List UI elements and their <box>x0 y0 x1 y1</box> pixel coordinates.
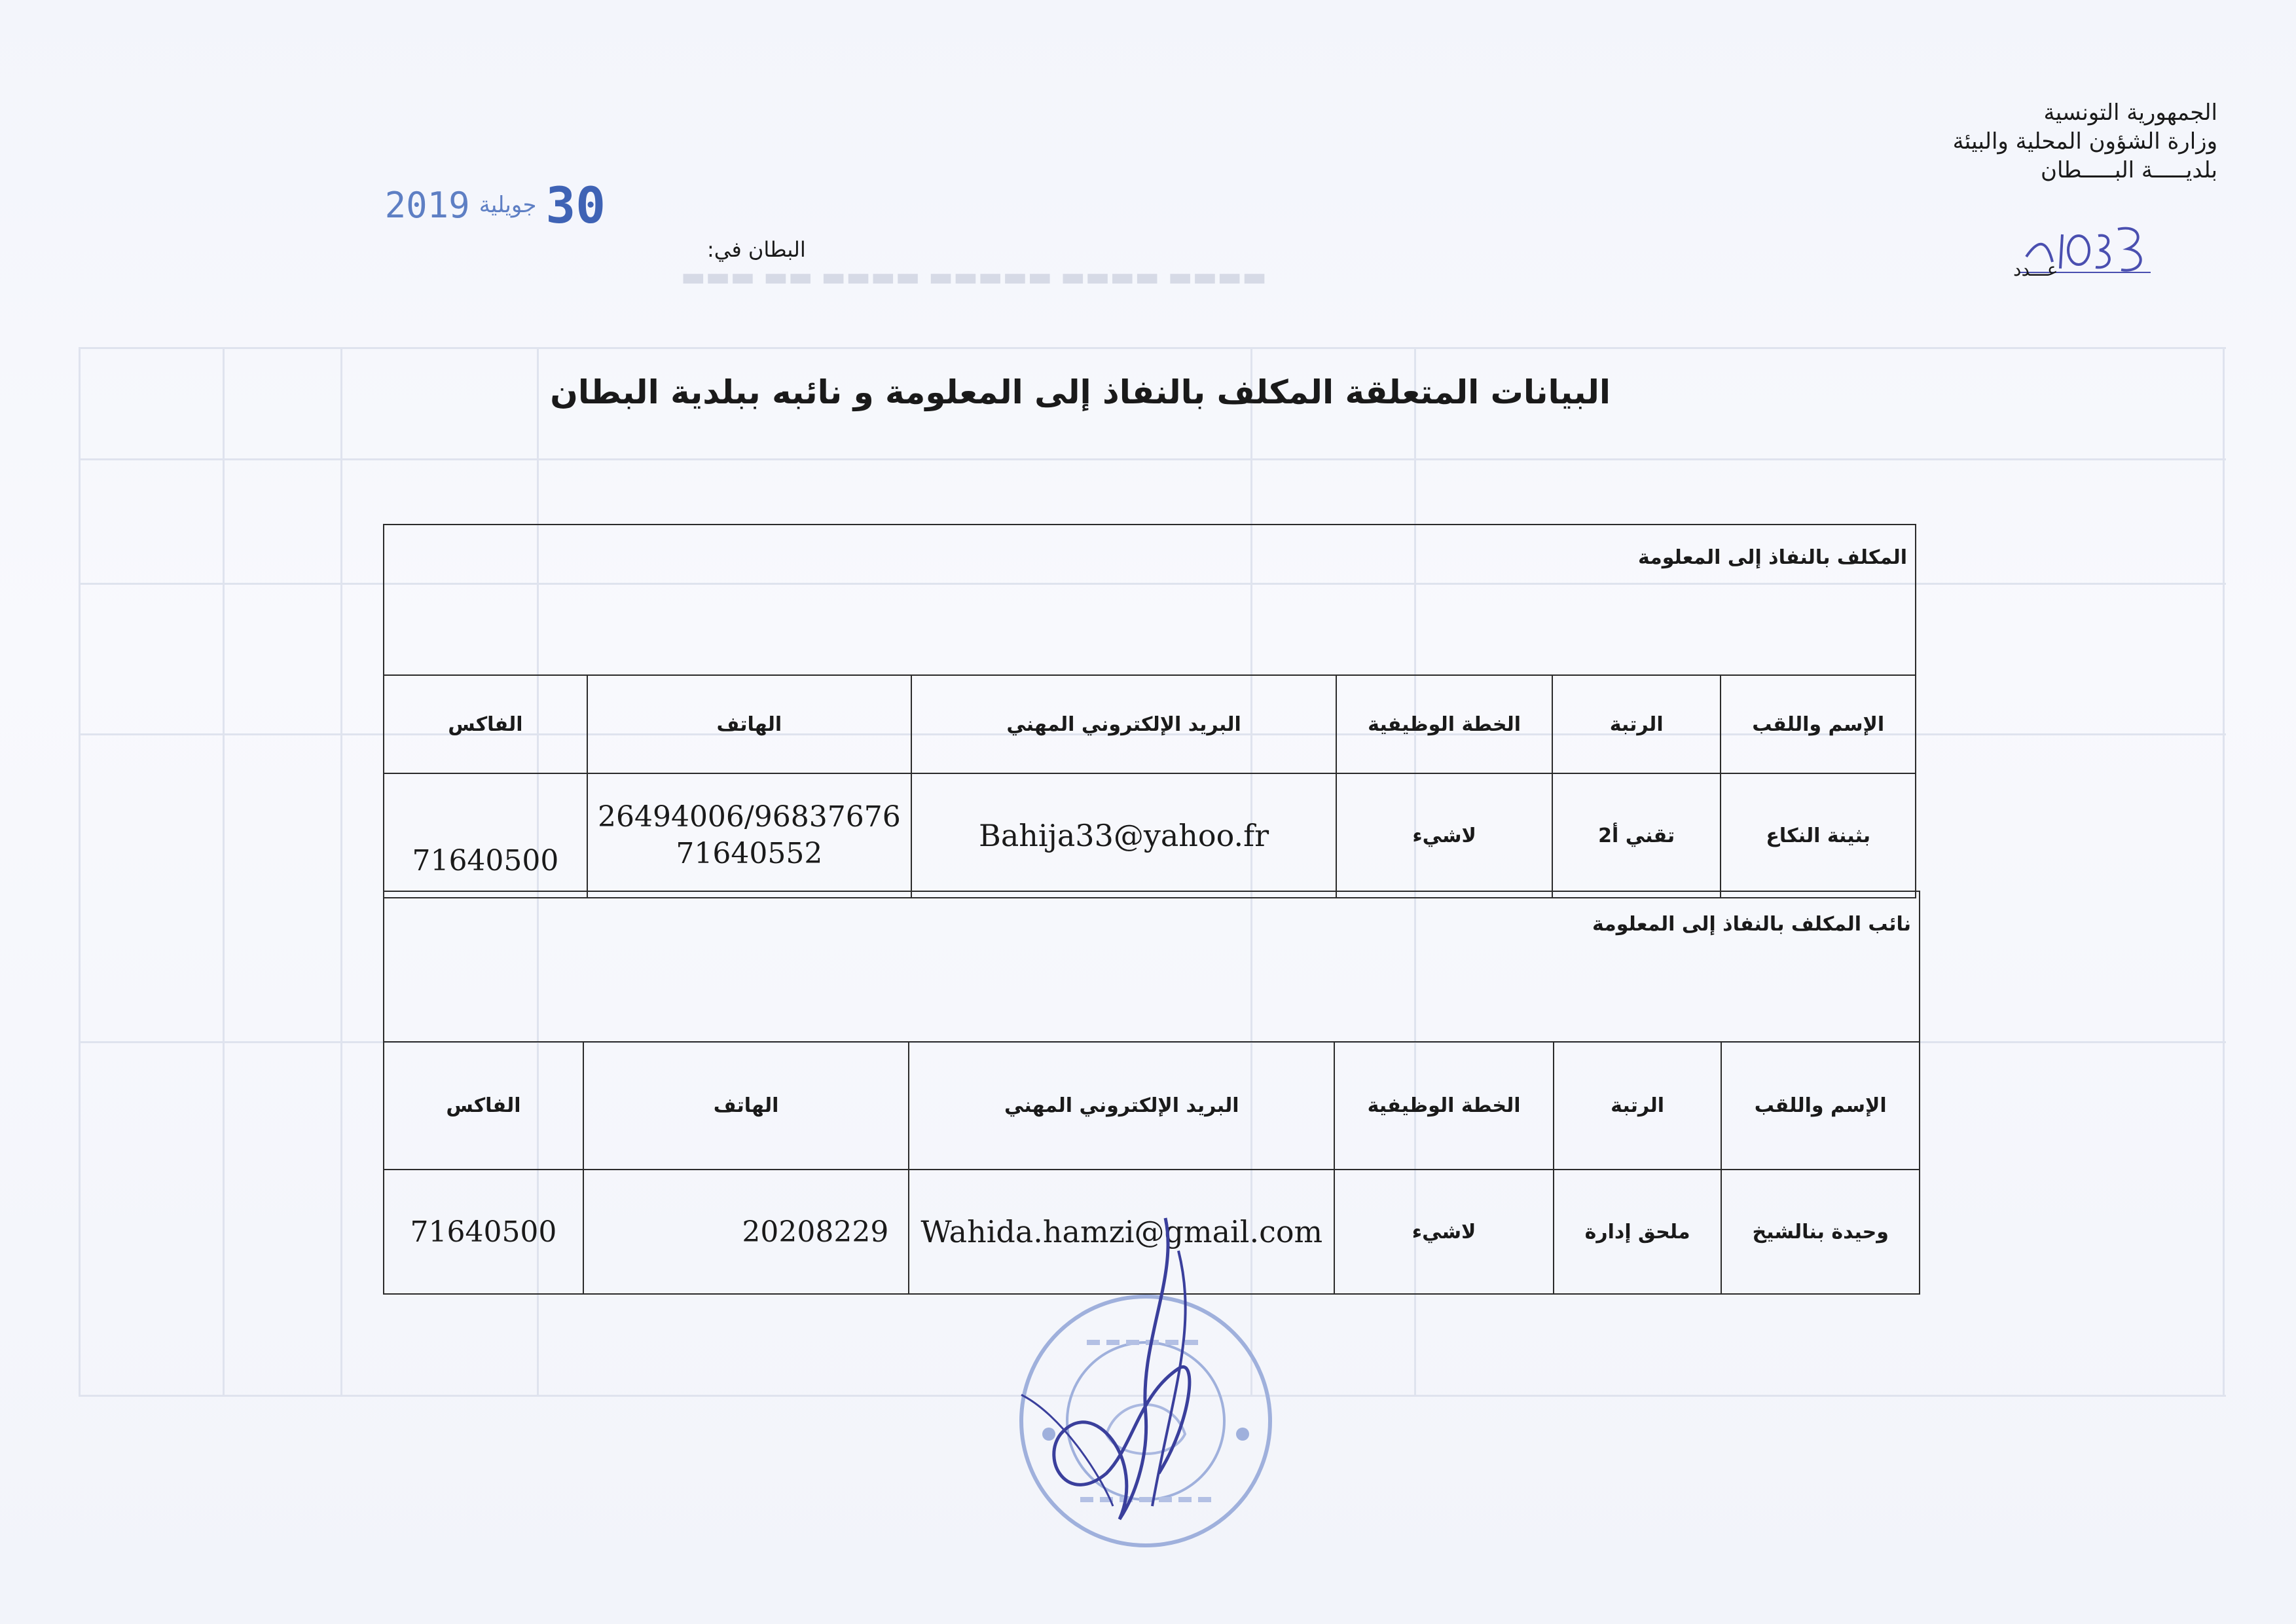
officer-phone-line1: 26494006/96837676 <box>597 800 901 834</box>
date-stamp-month: جويلية <box>479 192 537 218</box>
deputy-phone: 20208229 <box>583 1170 909 1294</box>
section-title-officer: المكلف بالنفاذ إلى المعلومة <box>384 525 1916 675</box>
column-header-rank: الرتبة <box>1552 675 1721 773</box>
deputy-rank: ملحق إدارة <box>1554 1170 1722 1294</box>
deputy-function: لاشيء <box>1334 1170 1554 1294</box>
table-header-row <box>384 1042 1920 1170</box>
date-stamp <box>357 175 606 234</box>
deputy-email: Wahida.hamzi@gmail.com <box>909 1170 1334 1294</box>
deputy-fax: 71640500 <box>384 1170 583 1294</box>
officer-name: بثينة النكاع <box>1721 773 1916 898</box>
column-header-email: البريد الإلكتروني المهني <box>911 675 1337 773</box>
header-line-ministry: وزارة الشؤون المحلية والبيئة <box>1952 128 2217 155</box>
deputy-name: وحيدة بنالشيخ <box>1721 1170 1920 1294</box>
column-header-fax: الفاكس <box>384 675 587 773</box>
column-header-phone: الهاتف <box>583 1042 909 1170</box>
header-line-republic: الجمهورية التونسية <box>2043 100 2217 126</box>
reference-label: عـــدد <box>2013 259 2058 280</box>
column-header-function: الخطة الوظيفية <box>1336 675 1552 773</box>
column-header-function: الخطة الوظيفية <box>1334 1042 1554 1170</box>
column-header-rank: الرتبة <box>1554 1042 1722 1170</box>
column-header-phone: الهاتف <box>587 675 911 773</box>
table-header-row <box>384 675 1916 773</box>
column-header-name: الإسم واللقب <box>1721 1042 1920 1170</box>
signature <box>982 1198 1270 1539</box>
issuer-header <box>1759 98 2217 185</box>
table-row <box>384 773 1916 898</box>
officer-email: Bahija33@yahoo.fr <box>911 773 1337 898</box>
officer-phone-line2: 71640552 <box>676 837 823 870</box>
date-stamp-day: 30 <box>545 175 606 234</box>
section-title-deputy: نائب المكلف بالنفاذ إلى المعلومة <box>384 891 1920 1042</box>
column-header-name: الإسم واللقب <box>1721 675 1916 773</box>
place-date-label: البطان في: <box>707 237 806 262</box>
column-header-fax: الفاكس <box>384 1042 583 1170</box>
officer-fax: 71640500 <box>384 773 587 898</box>
column-header-email: البريد الإلكتروني المهني <box>909 1042 1334 1170</box>
officer-phone <box>587 773 911 898</box>
info-table-officer <box>383 524 1916 898</box>
officer-rank: تقني أ2 <box>1552 773 1721 898</box>
date-stamp-year: 2019 <box>384 184 470 226</box>
document-title: البيانات المتعلقة المكلف بالنفاذ إلى المعلومة و نائبه ببلدية البطان <box>550 373 1611 411</box>
header-line-municipality: بلديـــــة البـــــطان <box>2041 157 2217 183</box>
officer-function: لاشيء <box>1336 773 1552 898</box>
